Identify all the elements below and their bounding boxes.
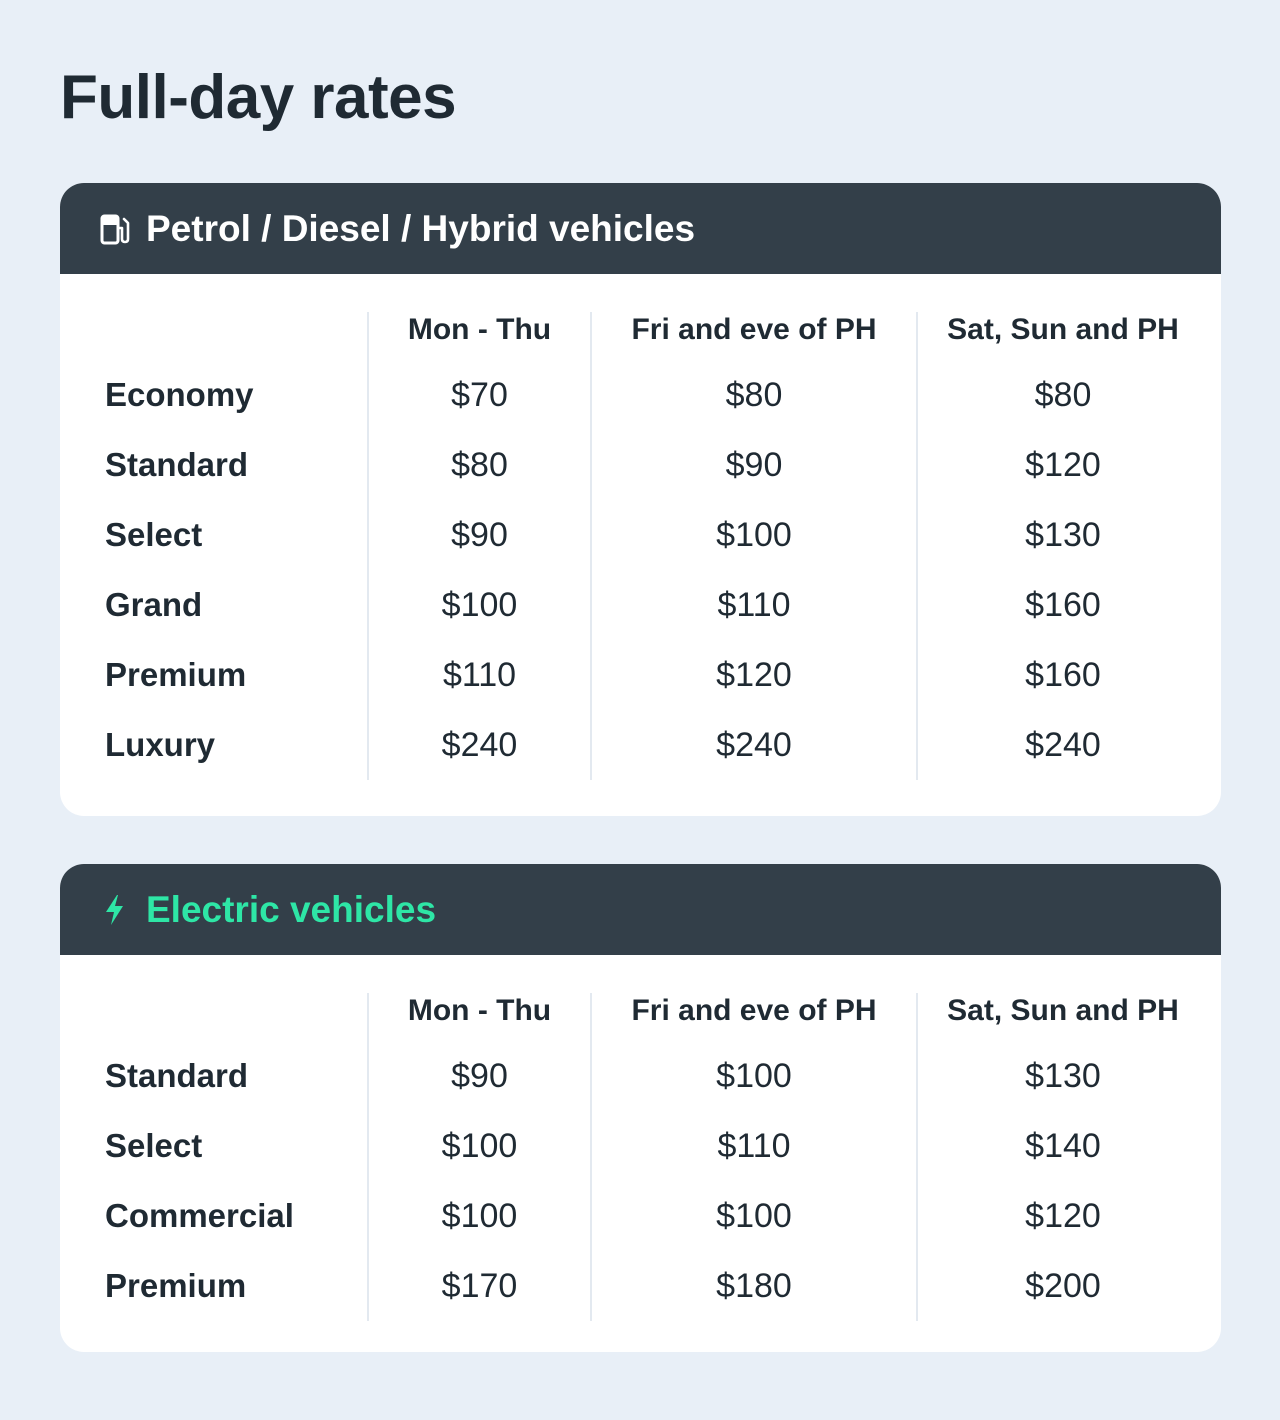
fuel-pump-icon — [100, 212, 130, 246]
row-label-header — [105, 312, 368, 360]
price-fri-eve: $110 — [591, 1111, 917, 1181]
price-fri-eve: $100 — [591, 1181, 917, 1251]
vehicle-class-label: Commercial — [105, 1197, 294, 1234]
price-mon-thu: $90 — [368, 1041, 591, 1111]
column-header-fri-eve: Fri and eve of PH — [591, 312, 917, 360]
column-header-fri-eve: Fri and eve of PH — [591, 993, 917, 1041]
price-fri-eve: $90 — [591, 430, 917, 500]
table-row — [105, 430, 1208, 500]
electric-rates-card — [60, 864, 1221, 1352]
electric-rates-table — [105, 993, 1208, 1321]
price-mon-thu: $110 — [368, 640, 591, 710]
table-row — [105, 640, 1208, 710]
table-row — [105, 710, 1208, 780]
table-row — [105, 1111, 1208, 1181]
petrol-card-header — [60, 183, 1221, 274]
vehicle-class-label: Standard — [105, 1057, 249, 1094]
vehicle-class-label: Premium — [105, 656, 247, 693]
table-row — [105, 360, 1208, 430]
vehicle-class-label: Select — [105, 1127, 203, 1164]
table-row — [105, 1181, 1208, 1251]
price-fri-eve: $100 — [591, 500, 917, 570]
price-mon-thu: $80 — [368, 430, 591, 500]
price-fri-eve: $110 — [591, 570, 917, 640]
vehicle-class-label: Select — [105, 516, 203, 553]
price-mon-thu: $100 — [368, 1181, 591, 1251]
table-row — [105, 500, 1208, 570]
vehicle-class-label: Premium — [105, 1267, 247, 1304]
petrol-rates-table — [105, 312, 1208, 780]
price-mon-thu: $170 — [368, 1251, 591, 1321]
column-header-sat-sun: Sat, Sun and PH — [917, 993, 1208, 1041]
price-sat-sun: $160 — [917, 640, 1208, 710]
price-fri-eve: $80 — [591, 360, 917, 430]
price-mon-thu: $100 — [368, 570, 591, 640]
column-header-sat-sun: Sat, Sun and PH — [917, 312, 1208, 360]
price-sat-sun: $200 — [917, 1251, 1208, 1321]
price-sat-sun: $120 — [917, 1181, 1208, 1251]
table-row — [105, 570, 1208, 640]
column-header-mon-thu: Mon - Thu — [368, 993, 591, 1041]
price-mon-thu: $100 — [368, 1111, 591, 1181]
row-label-header — [105, 993, 368, 1041]
price-mon-thu: $70 — [368, 360, 591, 430]
lightning-bolt-icon — [100, 893, 130, 927]
vehicle-class-label: Standard — [105, 446, 249, 483]
vehicle-class-label: Grand — [105, 586, 203, 623]
table-row — [105, 1251, 1208, 1321]
price-sat-sun: $130 — [917, 1041, 1208, 1111]
table-header-row — [105, 993, 1208, 1041]
price-fri-eve: $120 — [591, 640, 917, 710]
price-sat-sun: $160 — [917, 570, 1208, 640]
price-sat-sun: $130 — [917, 500, 1208, 570]
electric-card-header — [60, 864, 1221, 955]
price-sat-sun: $140 — [917, 1111, 1208, 1181]
price-mon-thu: $240 — [368, 710, 591, 780]
table-row — [105, 1041, 1208, 1111]
price-sat-sun: $240 — [917, 710, 1208, 780]
page-title: Full-day rates — [60, 63, 457, 132]
table-header-row — [105, 312, 1208, 360]
vehicle-class-label: Economy — [105, 376, 254, 413]
column-header-mon-thu: Mon - Thu — [368, 312, 591, 360]
price-sat-sun: $80 — [917, 360, 1208, 430]
price-fri-eve: $100 — [591, 1041, 917, 1111]
electric-card-title: Electric vehicles — [146, 888, 437, 930]
petrol-card-title: Petrol / Diesel / Hybrid vehicles — [146, 207, 696, 249]
price-mon-thu: $90 — [368, 500, 591, 570]
price-fri-eve: $240 — [591, 710, 917, 780]
price-sat-sun: $120 — [917, 430, 1208, 500]
petrol-rates-card — [60, 183, 1221, 816]
price-fri-eve: $180 — [591, 1251, 917, 1321]
vehicle-class-label: Luxury — [105, 726, 216, 763]
